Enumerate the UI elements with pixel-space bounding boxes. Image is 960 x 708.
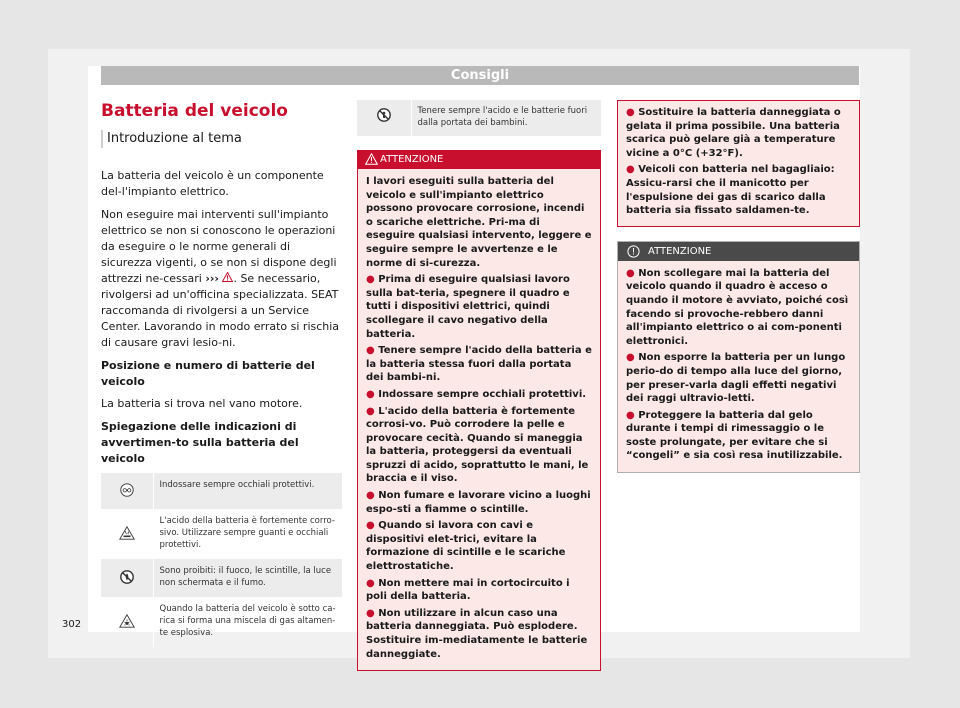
warning-label: ATTENZIONE: [380, 154, 444, 165]
symbol-text: Tenere sempre l'acido e le batterie fuori dalla portata dei bambini.: [411, 100, 601, 136]
heading-symbols: Spiegazione delle indicazioni di avvertimen-to sulla batteria del veicolo: [101, 420, 299, 465]
page-number: 302: [62, 619, 82, 630]
keep-from-children-icon: [357, 100, 411, 136]
left-column: [101, 100, 342, 647]
middle-column: [357, 100, 601, 671]
warning-triangle-icon: [365, 153, 378, 172]
right-column: [617, 100, 860, 473]
list-item: ● Prima di eseguire qualsiasi lavoro sulla bat-teria, spegnere il quadro e tutti i dispositivi elettrici, quindi scollegare il cavo negativo della batteria.: [366, 274, 570, 340]
warning-body: [358, 169, 600, 670]
table-row: [101, 559, 342, 597]
paragraph-location: La batteria si trova nel vano motore.: [101, 397, 303, 410]
crossref-arrows[interactable]: ›››: [205, 272, 219, 285]
list-item: ● Quando si lavora con cavi e dispositivi elet-trici, evitare la formazione di scintille e le scariche elettrostatiche.: [366, 520, 566, 573]
list-item: ● Non fumare e lavorare vicino a luoghi espo-sti a fiamme o scintille.: [366, 490, 591, 515]
section-header: Consigli: [101, 66, 859, 85]
intro-text: [101, 168, 342, 467]
table-row: [101, 597, 342, 647]
warning-continued-box: [617, 100, 860, 227]
list-item: ● Veicoli con batteria nel bagagliaio: Assicu-rarsi che il manicotto per l'espulsione dei gas di scarico dalla batteria sia fissato saldamen-te.: [626, 164, 835, 217]
warning-intro: I lavori eseguiti sulla batteria del veicolo e sull'impianto elettrico possono provocare corrosione, incendi o scariche elettriche. Pri-ma di eseguire qualsiasi intervento, leggere e seguire sempre le avvertenze e le norme di si-curezza.: [366, 176, 592, 269]
explosive-gas-icon: [101, 597, 153, 647]
goggles-icon: [101, 473, 153, 509]
symbol-text: Sono proibiti: il fuoco, le scintille, la luce non schermata e il fumo.: [153, 559, 342, 597]
paragraph-2-text: Non eseguire mai interventi sull'impianto elettrico se non si conoscono le operazioni da eseguire o le norme generali di sicurezza vigenti, o se non si dispone degli attrezzi ne-cessari: [101, 208, 337, 285]
no-fire-icon: [101, 559, 153, 597]
list-item: ● Non scollegare mai la batteria del veicolo quando il quadro è acceso o quando il motore è avviato, poiché così facendo si provoche-rebbero danni all'impianto elettrico o ai com-ponenti elettronici.: [626, 267, 849, 347]
paragraph-1: La batteria del veicolo è un componente del-l'impianto elettrico.: [101, 169, 324, 198]
subtitle-block: [101, 130, 342, 148]
page-subtitle: Introduzione al tema: [107, 131, 242, 146]
list-item: ● L'acido della batteria è fortemente corrosi-vo. Può corrodere la pelle e provocare cecità. Quando si maneggia la batteria, proteggersi da eventuali spruzzi di acido, soprattutto le mani, le braccia e il viso.: [366, 405, 589, 485]
symbol-text: L'acido della batteria è fortemente corro-sivo. Utilizzare sempre guanti e occhiali protettivi.: [153, 509, 342, 559]
children-symbol-table: [357, 100, 601, 136]
table-row: [101, 509, 342, 559]
list-item: ● Non mettere mai in cortocircuito i poli della batteria.: [366, 577, 570, 603]
list-item: ● Sostituire la batteria danneggiata o gelata il prima possibile. Una batteria scarica può gelare già a temperature vicine a 0°C (+32°F).: [626, 107, 841, 159]
table-row: [357, 100, 601, 136]
warning-header: [358, 151, 600, 169]
symbol-text: Quando la batteria del veicolo è sotto ca-rica si forma una miscela di gas altamen-te esplosiva.: [153, 597, 342, 647]
list-item: ● Indossare sempre occhiali protettivi.: [366, 388, 587, 400]
page-title: Batteria del veicolo: [101, 101, 288, 121]
table-row: [101, 473, 342, 509]
caution-label: ATTENZIONE: [648, 245, 712, 257]
list-item: ● Non esporre la batteria per un lungo perio-do di tempo alla luce del giorno, per preser-varla dagli effetti negativi dei raggi ultravio-letti.: [626, 352, 846, 405]
list-item: ● Proteggere la batteria dal gelo durante i tempi di rimessaggio o le soste prolungate, per evitare che si “congeli” e sia così resa inutilizzabile.: [626, 409, 843, 462]
warning-box: [357, 150, 601, 671]
caution-header: [618, 242, 859, 261]
list-item: ● Tenere sempre l'acido della batteria e la batteria stessa fuori dalla portata dei bambi-ni.: [366, 345, 592, 384]
info-circle-icon: [627, 245, 640, 265]
caution-box: [617, 241, 860, 473]
paragraph-3-text: Se necessario, rivolgersi ad un'officina specializzata. SEAT raccomanda di rivolgersi a un Service Center. Lavorando in modo errato si rischia di causare gravi lesio-ni.: [101, 272, 340, 349]
symbols-table: [101, 473, 342, 647]
heading-location: Posizione e numero di batterie del veicolo: [101, 359, 315, 388]
list-item: ● Non utilizzare in alcun caso una batteria danneggiata. Può esplodere. Sostituire im-mediatamente le batterie danneggiate.: [366, 607, 588, 660]
caution-body: [618, 261, 859, 472]
paragraph-2: Non eseguire mai interventi sull'impianto elettrico se non si conoscono le operazioni da eseguire o le norme generali di sicurezza vigenti, o se non si dispone degli attrezzi ne-cessari ››› . Se necessario, rivolgersi ad un'officina specializzata. SEAT raccomanda di rivolgersi a un Service Center. Lavorando in modo errato si rischia di causare gravi lesio-ni.: [101, 208, 340, 349]
warning-triangle-icon[interactable]: [222, 272, 233, 285]
corrosive-icon: [101, 509, 153, 559]
symbol-text: Indossare sempre occhiali protettivi.: [153, 473, 342, 509]
